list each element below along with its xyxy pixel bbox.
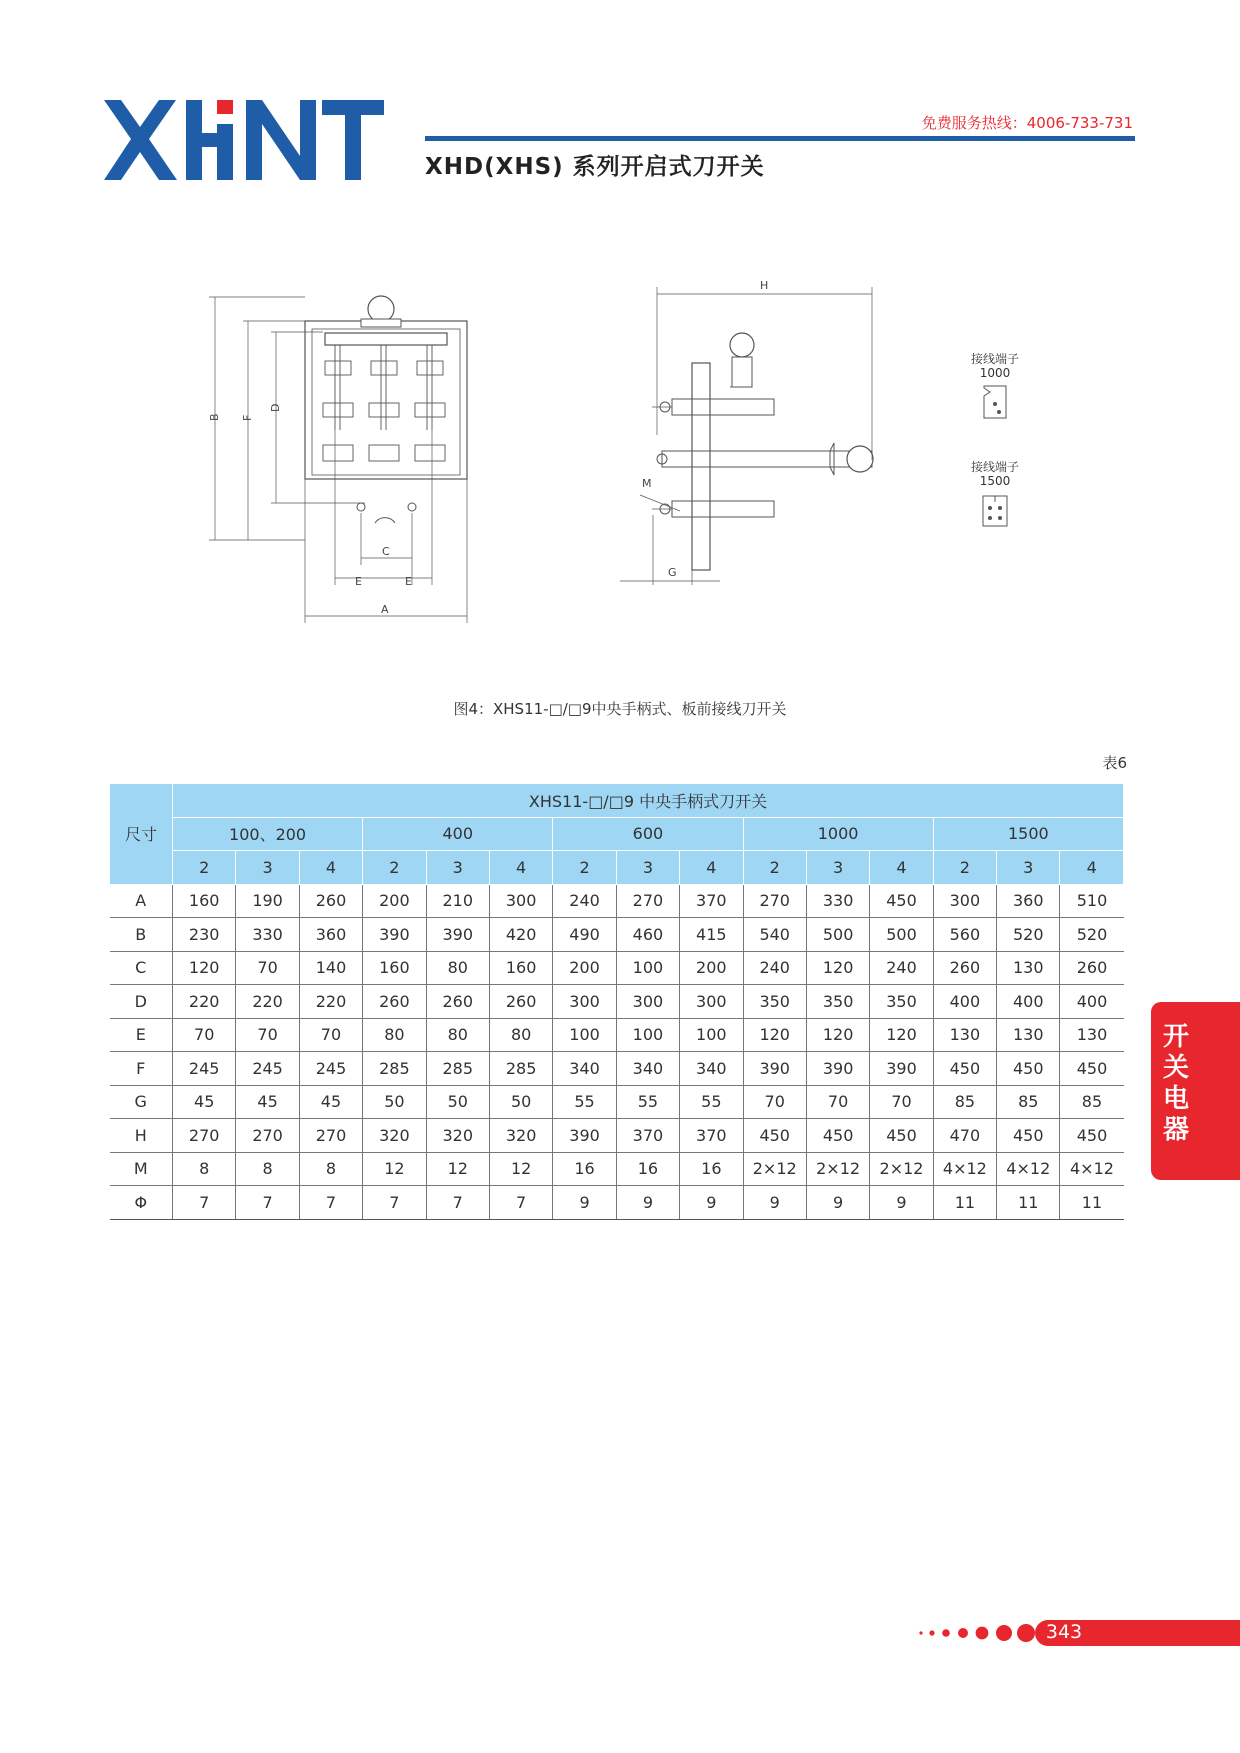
pole-header: 4 — [299, 851, 362, 885]
table-cell: 70 — [870, 1085, 933, 1119]
table-cell: 245 — [236, 1052, 299, 1086]
table-cell: 350 — [870, 985, 933, 1019]
xhnt-logo — [104, 100, 384, 180]
table-cell: 8 — [299, 1152, 362, 1186]
table-cell: 85 — [933, 1085, 996, 1119]
pole-header: 2 — [173, 851, 236, 885]
table-row — [110, 884, 1124, 918]
dim-label-e2: E — [405, 575, 412, 588]
table-cell: 450 — [1060, 1119, 1124, 1153]
table-cell: 260 — [1060, 951, 1124, 985]
corner-label: 尺寸 — [110, 784, 173, 885]
row-label: A — [110, 884, 173, 918]
row-label: Φ — [110, 1186, 173, 1220]
table-row — [110, 1119, 1124, 1153]
pole-header-row — [110, 851, 1124, 885]
pole-header: 3 — [616, 851, 679, 885]
table-cell: 450 — [806, 1119, 869, 1153]
pole-header: 4 — [870, 851, 933, 885]
table-row — [110, 1085, 1124, 1119]
table-cell: 9 — [553, 1186, 616, 1220]
table-row — [110, 918, 1124, 952]
table-cell: 270 — [616, 884, 679, 918]
table-cell: 100 — [680, 1018, 743, 1052]
table-cell: 2×12 — [870, 1152, 933, 1186]
table-cell: 390 — [363, 918, 426, 952]
table-cell: 245 — [173, 1052, 236, 1086]
terminal-value: 1000 — [979, 366, 1011, 380]
table-cell: 11 — [1060, 1186, 1124, 1220]
table-cell: 70 — [299, 1018, 362, 1052]
table-cell: 390 — [553, 1119, 616, 1153]
table-cell: 300 — [553, 985, 616, 1019]
table-cell: 9 — [680, 1186, 743, 1220]
table-cell: 340 — [616, 1052, 679, 1086]
table-cell: 100 — [616, 951, 679, 985]
table-cell: 400 — [1060, 985, 1124, 1019]
table-cell: 9 — [806, 1186, 869, 1220]
table-cell: 130 — [933, 1018, 996, 1052]
figure-caption: 图4：XHS11-□/□9中央手柄式、板前接线刀开关 — [453, 700, 787, 718]
table-cell: 220 — [173, 985, 236, 1019]
table-cell: 500 — [870, 918, 933, 952]
table-cell: 7 — [236, 1186, 299, 1220]
dim-label-a: A — [381, 603, 389, 616]
table-cell: 370 — [680, 884, 743, 918]
table-cell: 7 — [299, 1186, 362, 1220]
table-cell: 450 — [870, 884, 933, 918]
table-cell: 300 — [616, 985, 679, 1019]
table-cell: 360 — [299, 918, 362, 952]
table-cell: 130 — [997, 1018, 1060, 1052]
table-cell: 70 — [743, 1085, 806, 1119]
table-cell: 120 — [806, 1018, 869, 1052]
table-cell: 450 — [870, 1119, 933, 1153]
table-cell: 320 — [489, 1119, 552, 1153]
table-cell: 80 — [426, 1018, 489, 1052]
table-cell: 320 — [363, 1119, 426, 1153]
table-cell: 270 — [236, 1119, 299, 1153]
table-row — [110, 1186, 1124, 1220]
table-cell: 8 — [236, 1152, 299, 1186]
table-cell: 55 — [616, 1085, 679, 1119]
table-cell: 285 — [489, 1052, 552, 1086]
terminal-detail-1500 — [955, 460, 1035, 531]
table-cell: 260 — [363, 985, 426, 1019]
row-label: E — [110, 1018, 173, 1052]
table-cell: 330 — [236, 918, 299, 952]
table-cell: 200 — [363, 884, 426, 918]
table-cell: 12 — [426, 1152, 489, 1186]
current-header: 600 — [553, 817, 743, 851]
table-cell: 390 — [426, 918, 489, 952]
table-cell: 330 — [806, 884, 869, 918]
table-cell: 12 — [363, 1152, 426, 1186]
table-cell: 100 — [616, 1018, 679, 1052]
table-cell: 420 — [489, 918, 552, 952]
group-title: XHS11-□/□9 中央手柄式刀开关 — [173, 784, 1124, 818]
table-cell: 360 — [997, 884, 1060, 918]
table-cell: 190 — [236, 884, 299, 918]
table-cell: 9 — [616, 1186, 679, 1220]
table-cell: 4×12 — [1060, 1152, 1124, 1186]
table-cell: 50 — [426, 1085, 489, 1119]
pole-header: 2 — [553, 851, 616, 885]
table-cell: 2×12 — [743, 1152, 806, 1186]
table-cell: 55 — [680, 1085, 743, 1119]
dim-label-d: D — [269, 403, 282, 412]
pole-header: 3 — [806, 851, 869, 885]
dim-label-e1: E — [355, 575, 362, 588]
table-cell: 260 — [489, 985, 552, 1019]
table-cell: 350 — [806, 985, 869, 1019]
table-row — [110, 1018, 1124, 1052]
table-cell: 370 — [680, 1119, 743, 1153]
pole-header: 2 — [743, 851, 806, 885]
table-cell: 9 — [870, 1186, 933, 1220]
terminal-1000-icon — [980, 384, 1010, 420]
table-cell: 300 — [489, 884, 552, 918]
current-header: 1000 — [743, 817, 933, 851]
table-cell: 220 — [299, 985, 362, 1019]
table-cell: 8 — [173, 1152, 236, 1186]
table-cell: 260 — [933, 951, 996, 985]
pole-header: 3 — [426, 851, 489, 885]
dim-label-g: G — [668, 566, 677, 579]
table-cell: 400 — [933, 985, 996, 1019]
table-cell: 80 — [426, 951, 489, 985]
table-cell: 270 — [743, 884, 806, 918]
terminal-detail-1000 — [955, 352, 1035, 423]
table-cell: 16 — [680, 1152, 743, 1186]
table-cell: 70 — [236, 951, 299, 985]
table-cell: 450 — [997, 1052, 1060, 1086]
table-cell: 85 — [1060, 1085, 1124, 1119]
dim-label-f: F — [241, 414, 254, 421]
table-cell: 85 — [997, 1085, 1060, 1119]
table-cell: 560 — [933, 918, 996, 952]
table-cell: 540 — [743, 918, 806, 952]
table-cell: 270 — [173, 1119, 236, 1153]
table-cell: 260 — [426, 985, 489, 1019]
table-row — [110, 1152, 1124, 1186]
table-cell: 510 — [1060, 884, 1124, 918]
table-cell: 285 — [363, 1052, 426, 1086]
table-cell: 160 — [363, 951, 426, 985]
table-cell: 7 — [426, 1186, 489, 1220]
pole-header: 2 — [363, 851, 426, 885]
pole-header: 3 — [997, 851, 1060, 885]
table-cell: 200 — [680, 951, 743, 985]
table-body — [110, 884, 1124, 1219]
dim-label-b: B — [208, 413, 221, 421]
side-view-drawing — [620, 275, 895, 595]
table-cell: 245 — [299, 1052, 362, 1086]
terminal-1500-icon — [980, 492, 1010, 528]
table-cell: 11 — [997, 1186, 1060, 1220]
current-header: 100、200 — [173, 817, 363, 851]
table-cell: 100 — [553, 1018, 616, 1052]
category-side-tab — [1151, 1002, 1240, 1180]
table-cell: 7 — [173, 1186, 236, 1220]
table-cell: 70 — [236, 1018, 299, 1052]
table-cell: 4×12 — [997, 1152, 1060, 1186]
row-label: B — [110, 918, 173, 952]
table-cell: 9 — [743, 1186, 806, 1220]
table-cell: 270 — [299, 1119, 362, 1153]
table-cell: 520 — [1060, 918, 1124, 952]
table-cell: 390 — [870, 1052, 933, 1086]
dim-label-c: C — [382, 545, 390, 558]
table-cell: 260 — [299, 884, 362, 918]
table-cell: 460 — [616, 918, 679, 952]
pole-header: 2 — [933, 851, 996, 885]
dim-label-h: H — [760, 279, 769, 292]
header-rule — [425, 136, 1135, 141]
table-cell: 120 — [173, 951, 236, 985]
table-cell: 4×12 — [933, 1152, 996, 1186]
current-header: 1500 — [933, 817, 1123, 851]
table-cell: 370 — [616, 1119, 679, 1153]
row-label: H — [110, 1119, 173, 1153]
row-label: G — [110, 1085, 173, 1119]
table-cell: 7 — [489, 1186, 552, 1220]
table-cell: 120 — [870, 1018, 933, 1052]
table-cell: 450 — [933, 1052, 996, 1086]
current-header: 400 — [363, 817, 553, 851]
table-cell: 400 — [997, 985, 1060, 1019]
table-cell: 16 — [553, 1152, 616, 1186]
table-cell: 350 — [743, 985, 806, 1019]
table-cell: 340 — [553, 1052, 616, 1086]
table-cell: 45 — [299, 1085, 362, 1119]
table-cell: 240 — [870, 951, 933, 985]
table-cell: 390 — [806, 1052, 869, 1086]
table-cell: 50 — [489, 1085, 552, 1119]
dim-label-m: M — [642, 477, 652, 490]
row-label: M — [110, 1152, 173, 1186]
dimension-table — [109, 783, 1124, 1220]
pole-header: 4 — [489, 851, 552, 885]
page-title: XHD(XHS) 系列开启式刀开关 — [425, 154, 765, 180]
table-cell: 450 — [743, 1119, 806, 1153]
side-tab-char: 器 — [1162, 1115, 1189, 1145]
row-label: C — [110, 951, 173, 985]
row-label: D — [110, 985, 173, 1019]
table-cell: 2×12 — [806, 1152, 869, 1186]
pole-header: 3 — [236, 851, 299, 885]
table-cell: 45 — [236, 1085, 299, 1119]
table-cell: 390 — [743, 1052, 806, 1086]
table-cell: 220 — [236, 985, 299, 1019]
side-tab-char: 关 — [1162, 1053, 1189, 1083]
front-view-drawing — [205, 285, 485, 630]
table-cell: 7 — [363, 1186, 426, 1220]
table-cell: 130 — [1060, 1018, 1124, 1052]
table-cell: 340 — [680, 1052, 743, 1086]
pole-header: 4 — [1060, 851, 1124, 885]
table-cell: 160 — [173, 884, 236, 918]
table-cell: 70 — [173, 1018, 236, 1052]
table-cell: 210 — [426, 884, 489, 918]
table-cell: 450 — [1060, 1052, 1124, 1086]
row-label: F — [110, 1052, 173, 1086]
terminal-label: 接线端子 — [970, 352, 1019, 366]
table-row — [110, 985, 1124, 1019]
table-cell: 450 — [997, 1119, 1060, 1153]
side-tab-char: 开 — [1162, 1022, 1189, 1052]
terminal-value: 1500 — [979, 474, 1011, 488]
table-cell: 320 — [426, 1119, 489, 1153]
table-cell: 130 — [997, 951, 1060, 985]
pole-header: 4 — [680, 851, 743, 885]
table-cell: 230 — [173, 918, 236, 952]
table-cell: 16 — [616, 1152, 679, 1186]
table-cell: 500 — [806, 918, 869, 952]
table-cell: 415 — [680, 918, 743, 952]
table-cell: 55 — [553, 1085, 616, 1119]
table-cell: 200 — [553, 951, 616, 985]
table-cell: 240 — [743, 951, 806, 985]
service-hotline: 免费服务热线：4006-733-731 — [921, 114, 1133, 132]
side-tab-char: 电 — [1162, 1084, 1189, 1114]
table-row — [110, 951, 1124, 985]
table-cell: 490 — [553, 918, 616, 952]
table-cell: 120 — [806, 951, 869, 985]
table-cell: 285 — [426, 1052, 489, 1086]
table-cell: 45 — [173, 1085, 236, 1119]
page-number: 343 — [1045, 1621, 1083, 1643]
table-cell: 80 — [363, 1018, 426, 1052]
table-cell: 11 — [933, 1186, 996, 1220]
table-cell: 80 — [489, 1018, 552, 1052]
table-cell: 50 — [363, 1085, 426, 1119]
table-cell: 140 — [299, 951, 362, 985]
table-cell: 470 — [933, 1119, 996, 1153]
table-cell: 300 — [680, 985, 743, 1019]
table-cell: 70 — [806, 1085, 869, 1119]
table-number: 表6 — [1102, 754, 1127, 772]
table-row — [110, 1052, 1124, 1086]
table-cell: 120 — [743, 1018, 806, 1052]
table-cell: 300 — [933, 884, 996, 918]
table-cell: 12 — [489, 1152, 552, 1186]
table-cell: 240 — [553, 884, 616, 918]
table-cell: 160 — [489, 951, 552, 985]
table-cell: 520 — [997, 918, 1060, 952]
terminal-label: 接线端子 — [970, 460, 1019, 474]
page-number-badge — [1035, 1620, 1240, 1646]
